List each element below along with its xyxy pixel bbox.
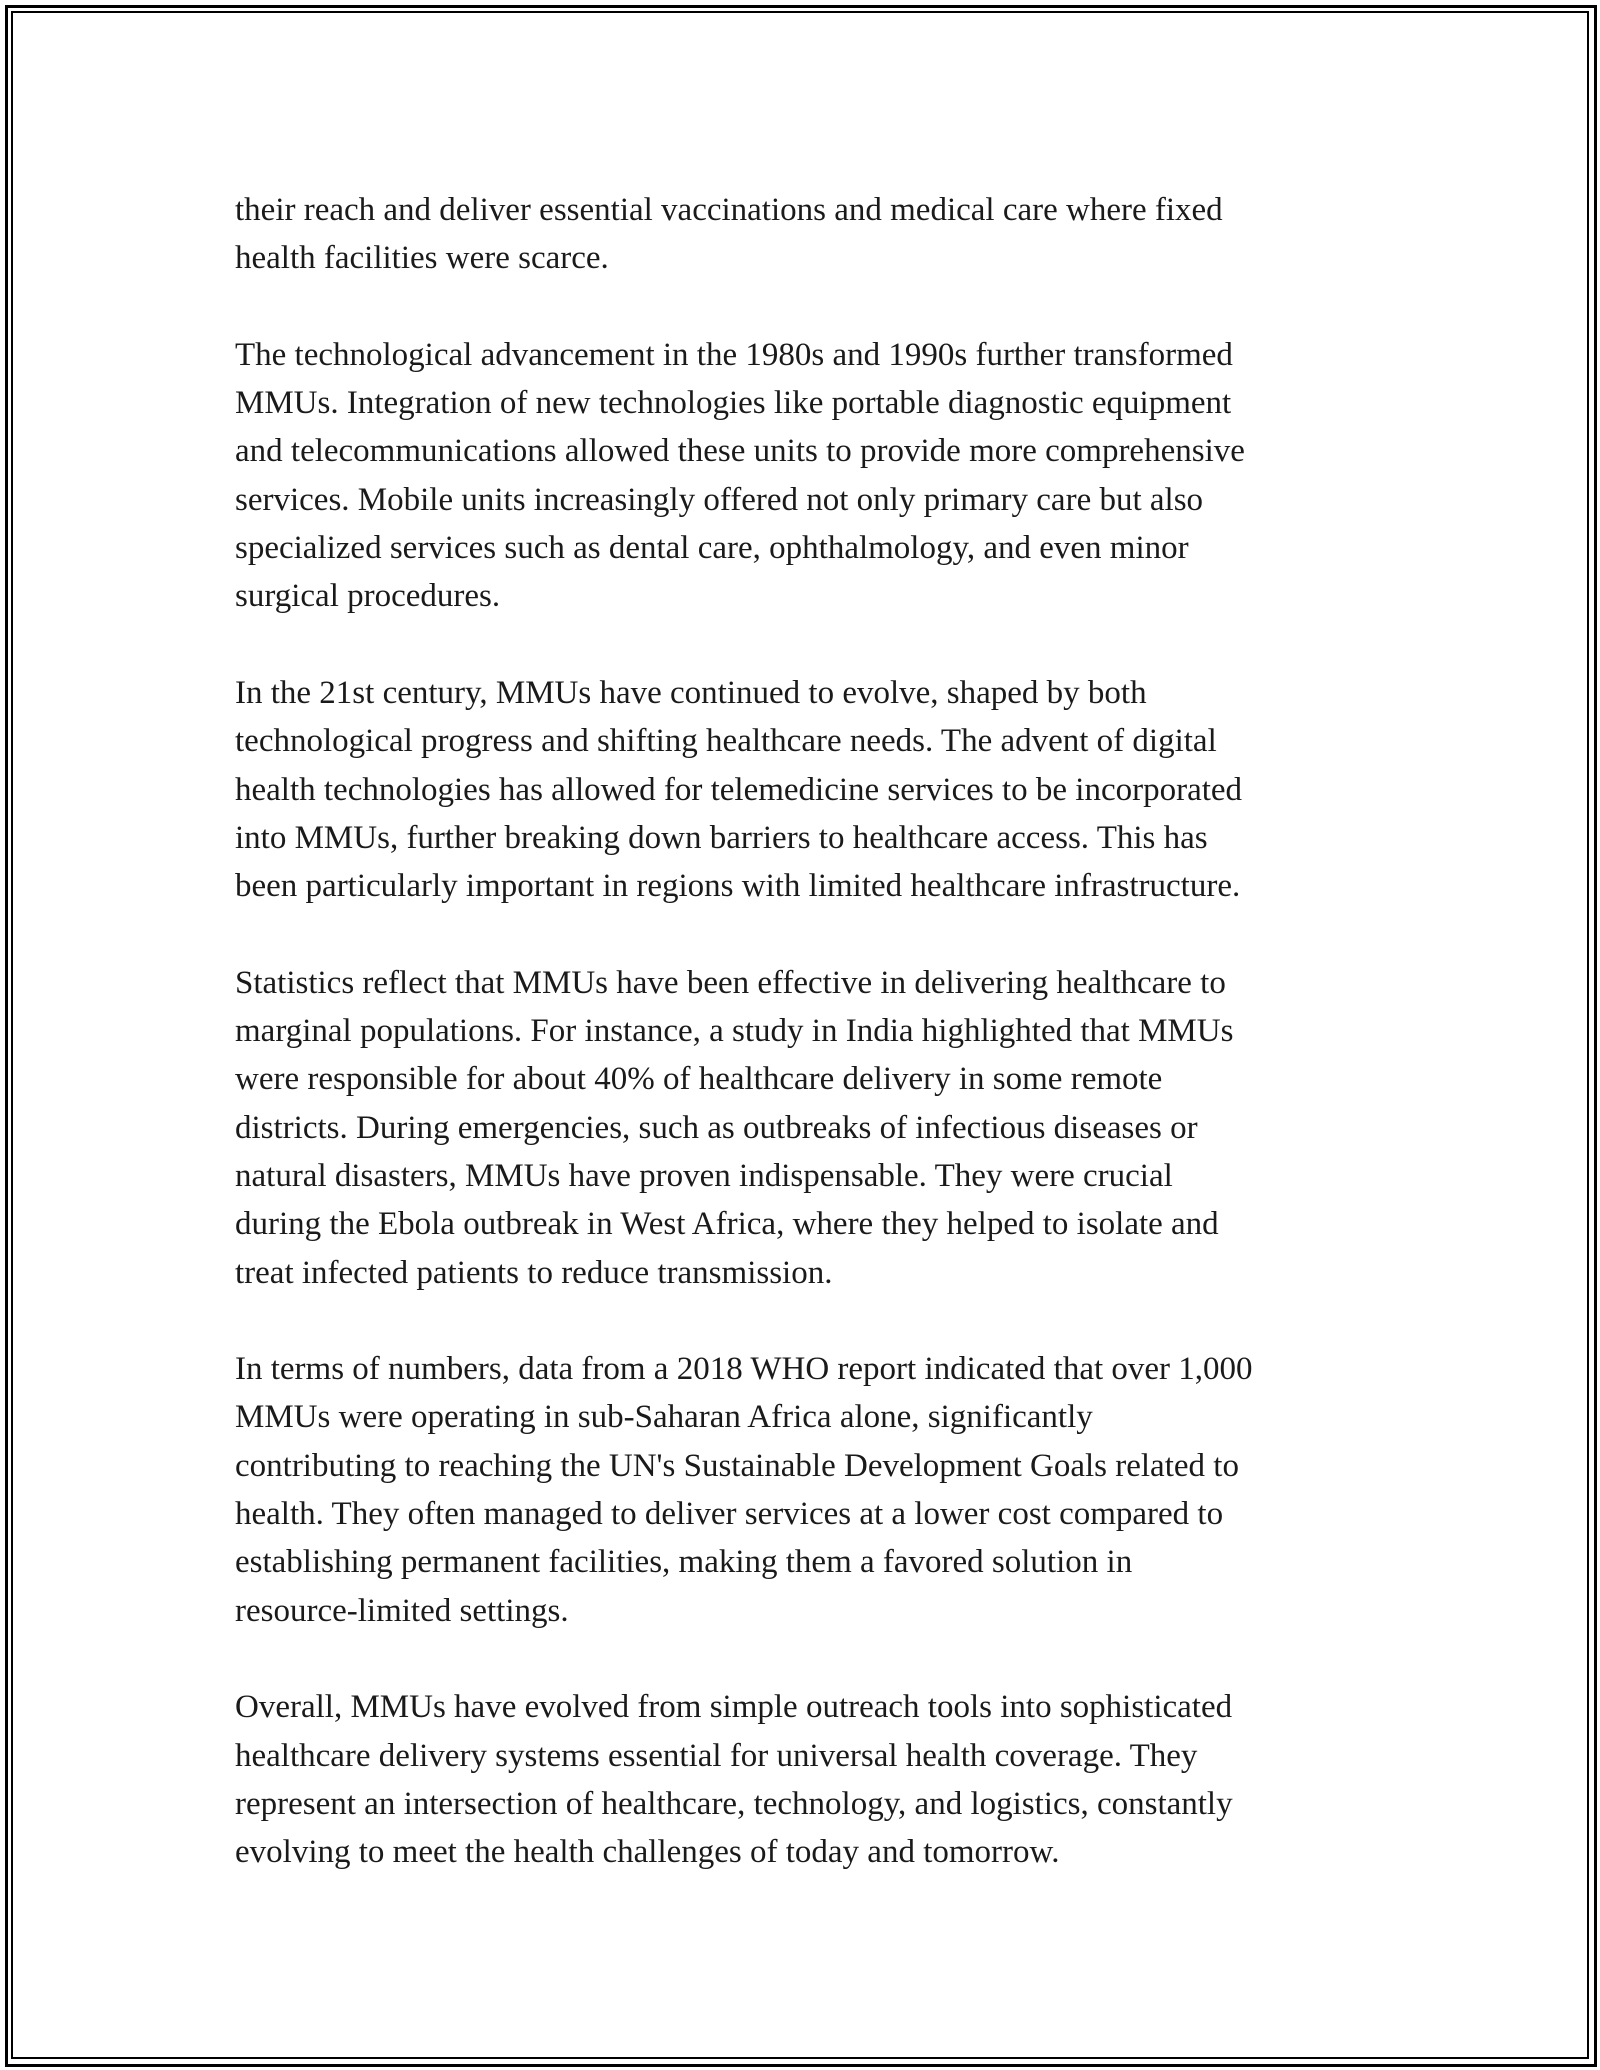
text-line: healthcare delivery systems essential for universal health coverage. They [235,1737,1198,1774]
paragraph-2 [235,331,1375,621]
text-line: Statistics reflect that MMUs have been effective in delivering healthcare to [235,964,1226,1001]
text-line: their reach and deliver essential vaccinations and medical care where fixed [235,192,1223,228]
text-line: and telecommunications allowed these units to provide more comprehensive [235,433,1245,470]
paragraph-6 [235,1683,1375,1876]
paragraph-3 [235,669,1375,910]
text-line: during the Ebola outbreak in West Africa, where they helped to isolate and [235,1206,1219,1243]
text-line: The technological advancement in the 1980s and 1990s further transformed [235,336,1233,373]
text-line: districts. During emergencies, such as outbreaks of infectious diseases or [235,1109,1198,1146]
paragraph-1 [235,186,1375,283]
text-line: In the 21st century, MMUs have continued to evolve, shaped by both [235,674,1147,711]
text-line: health technologies has allowed for telemedicine services to be incorporated [235,771,1243,808]
text-line: resource-limited settings. [235,1592,569,1629]
paragraph-4 [235,959,1375,1297]
text-line: surgical procedures. [235,578,501,615]
text-line: In terms of numbers, data from a 2018 WHO report indicated that over 1,000 [235,1351,1253,1388]
document-body [235,186,1375,1925]
text-line: marginal populations. For instance, a study in India highlighted that MMUs [235,1013,1234,1050]
text-line: health. They often managed to deliver services at a lower cost compared to [235,1496,1224,1533]
paragraph-5 [235,1345,1375,1635]
text-line: evolving to meet the health challenges of today and tomorrow. [235,1834,1060,1871]
text-line: into MMUs, further breaking down barriers to healthcare access. This has [235,819,1208,856]
text-line: been particularly important in regions with limited healthcare infrastructure. [235,868,1241,905]
text-line: technological progress and shifting healthcare needs. The advent of digital [235,723,1217,760]
text-line: establishing permanent facilities, making them a favored solution in [235,1544,1133,1581]
text-line: MMUs. Integration of new technologies like portable diagnostic equipment [235,385,1232,422]
text-line: services. Mobile units increasingly offered not only primary care but also [235,481,1204,518]
text-line: health facilities were scarce. [235,240,609,277]
text-line: contributing to reaching the UN's Sustainable Development Goals related to [235,1447,1239,1484]
text-line: specialized services such as dental care, ophthalmology, and even minor [235,530,1189,567]
text-line: MMUs were operating in sub-Saharan Africa alone, significantly [235,1399,1093,1436]
text-line: Overall, MMUs have evolved from simple outreach tools into sophisticated [235,1689,1233,1726]
text-line: natural disasters, MMUs have proven indispensable. They were crucial [235,1157,1173,1194]
text-line: represent an intersection of healthcare, technology, and logistics, constantly [235,1785,1233,1822]
text-line: treat infected patients to reduce transmission. [235,1254,833,1291]
text-line: were responsible for about 40% of healthcare delivery in some remote [235,1061,1163,1098]
